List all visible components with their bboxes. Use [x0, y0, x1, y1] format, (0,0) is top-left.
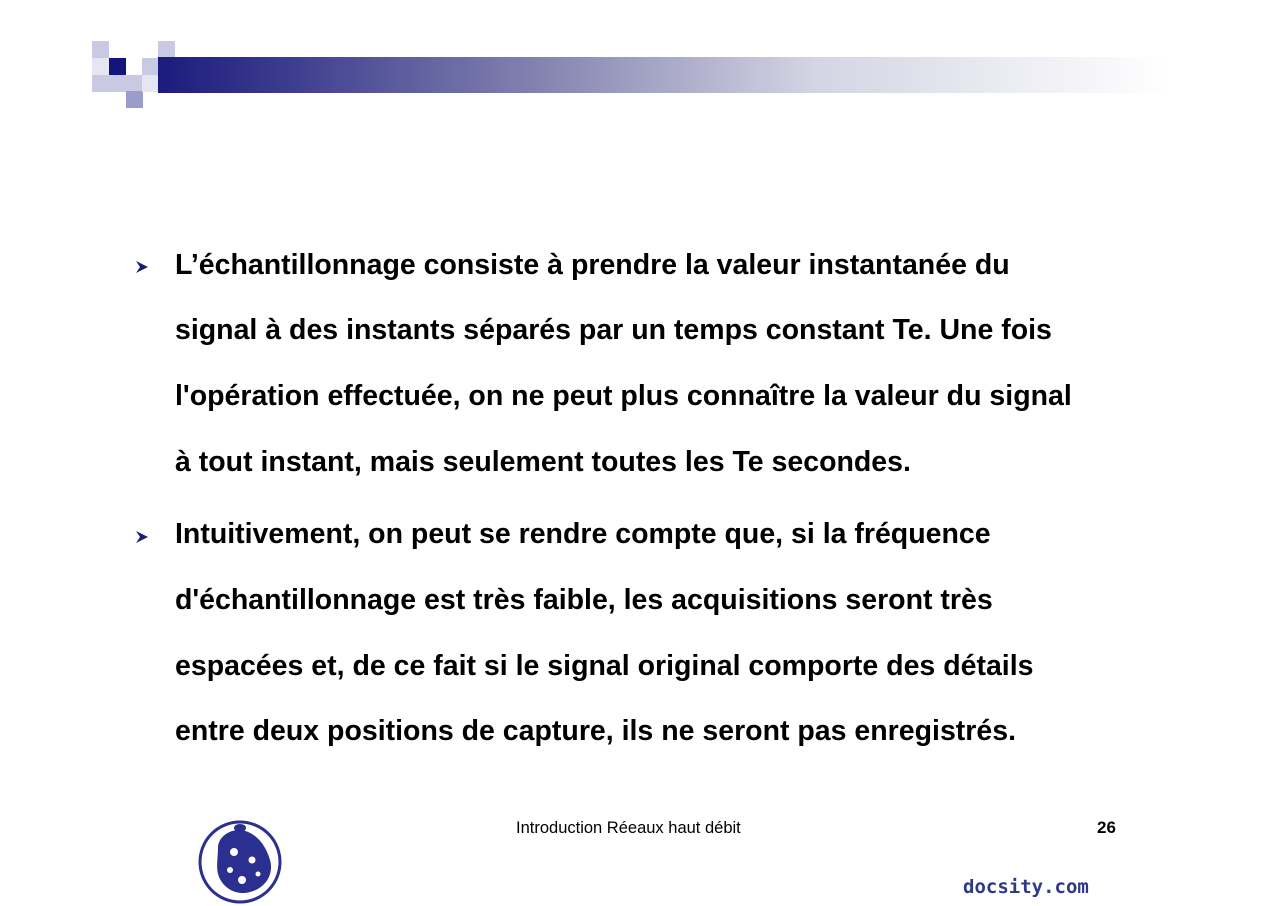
docsity-logo-icon: [196, 816, 286, 906]
header-decoration: [92, 41, 1182, 111]
arrowhead-bullet-icon: [132, 257, 152, 277]
bullet-2-line-3: espacées et, de ce fait si le signal original comporte des détails: [175, 650, 1034, 682]
bullet-1-line-3: l'opération effectuée, on ne peut plus connaître la valeur du signal: [175, 380, 1072, 412]
bullet-2-line-2: d'échantillonnage est très faible, les acquisitions seront très: [175, 584, 993, 616]
bullet-2-line-4: entre deux positions de capture, ils ne seront pas enregistrés.: [175, 715, 1017, 747]
footer-title: Introduction Réeaux haut débit: [516, 819, 741, 837]
page-number: 26: [1097, 818, 1116, 837]
docsity-watermark[interactable]: docsity.com: [963, 876, 1089, 898]
bullet-1-line-2: signal à des instants séparés par un temps constant Te. Une fois: [175, 314, 1052, 346]
header-gradient-bar: [158, 57, 1168, 93]
bullet-1-line-4: à tout instant, mais seulement toutes les Te secondes.: [175, 446, 911, 478]
bullet-2-line-1: Intuitivement, on peut se rendre compte que, si la fréquence: [175, 518, 991, 550]
arrowhead-bullet-icon: [132, 527, 152, 547]
bullet-1-line-1: L’échantillonnage consiste à prendre la valeur instantanée du: [175, 249, 1010, 281]
